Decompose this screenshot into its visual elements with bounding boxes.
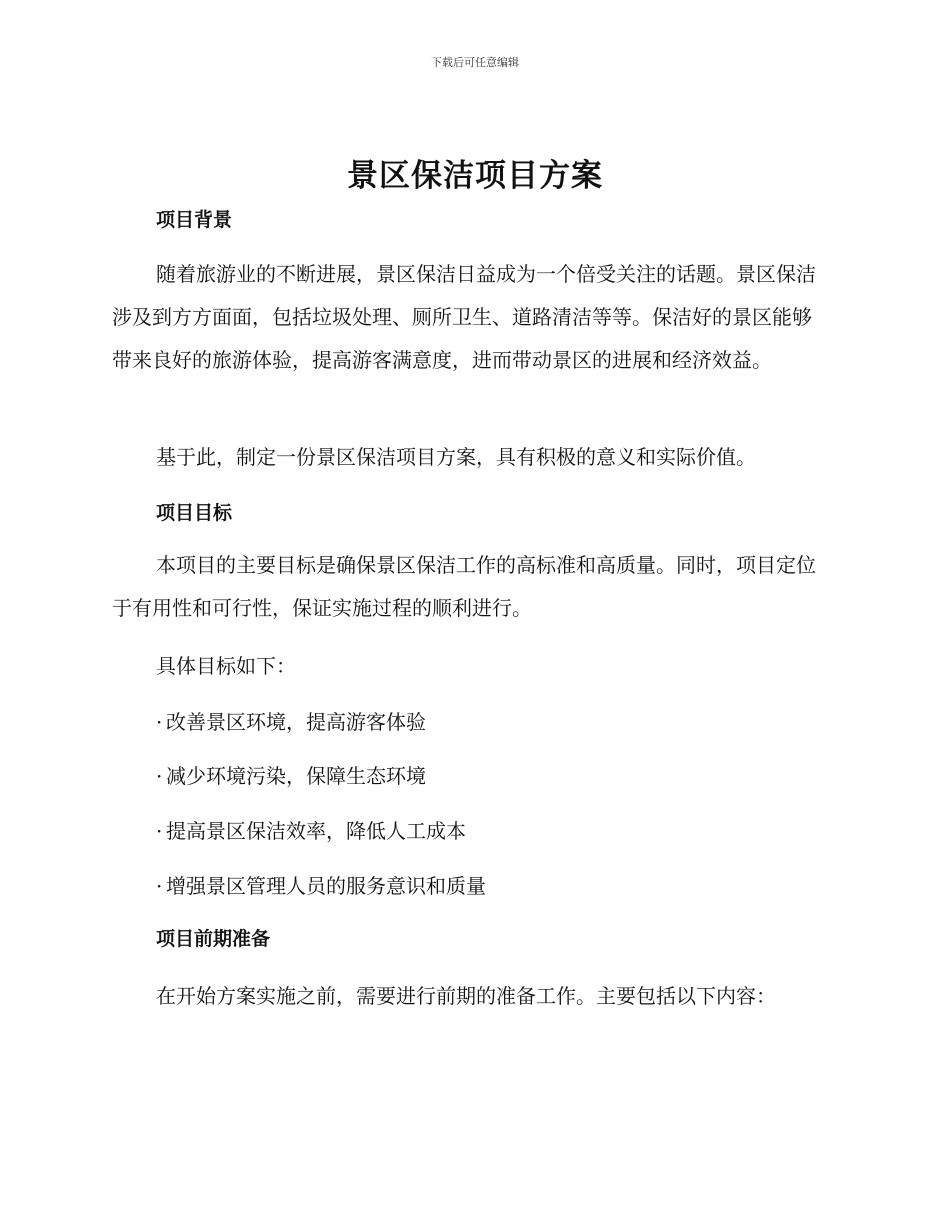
goal-list-item xyxy=(156,760,426,789)
section-heading-goals: 项目目标 xyxy=(156,502,233,524)
background-paragraph-1: 随着旅游业的不断进展，景区保洁日益成为一个倍受关注的话题。景区保洁涉及到方方面面，包括垃圾处理、厕所卫生、道路清洁等等。保洁好的景区能够带来良好的旅游体验，提高游客满意度，进而带动景区的进展和经济效益。 xyxy=(112,262,816,372)
goal-item-text: 减少环境污染，保障生态环境 xyxy=(166,764,426,788)
section-heading-preparation: 项目前期准备 xyxy=(156,928,271,950)
bullet-icon: · xyxy=(156,874,163,898)
page-header: 下载后可任意编辑 xyxy=(431,56,519,69)
bullet-icon: · xyxy=(156,764,163,788)
bullet-icon: · xyxy=(156,819,163,843)
bullet-icon: · xyxy=(156,710,163,734)
goal-item-text: 提高景区保洁效率，降低人工成本 xyxy=(166,819,466,843)
section-heading-background: 项目背景 xyxy=(156,209,233,231)
goals-intro: 具体目标如下： xyxy=(156,654,296,678)
background-paragraph-2: 基于此，制定一份景区保洁项目方案，具有积极的意义和实际价值。 xyxy=(156,445,756,469)
goal-list-item xyxy=(156,815,466,844)
goal-list-item xyxy=(156,706,426,735)
goals-paragraph-1: 本项目的主要目标是确保景区保洁工作的高标准和高质量。同时，项目定位于有用性和可行性，保证实施过程的顺利进行。 xyxy=(112,553,816,620)
document-title: 景区保洁项目方案 xyxy=(347,158,603,194)
goal-item-text: 增强景区管理人员的服务意识和质量 xyxy=(166,874,486,898)
goal-item-text: 改善景区环境，提高游客体验 xyxy=(166,710,426,734)
preparation-paragraph-1: 在开始方案实施之前，需要进行前期的准备工作。主要包括以下内容： xyxy=(156,984,776,1008)
goal-list-item xyxy=(156,870,486,899)
